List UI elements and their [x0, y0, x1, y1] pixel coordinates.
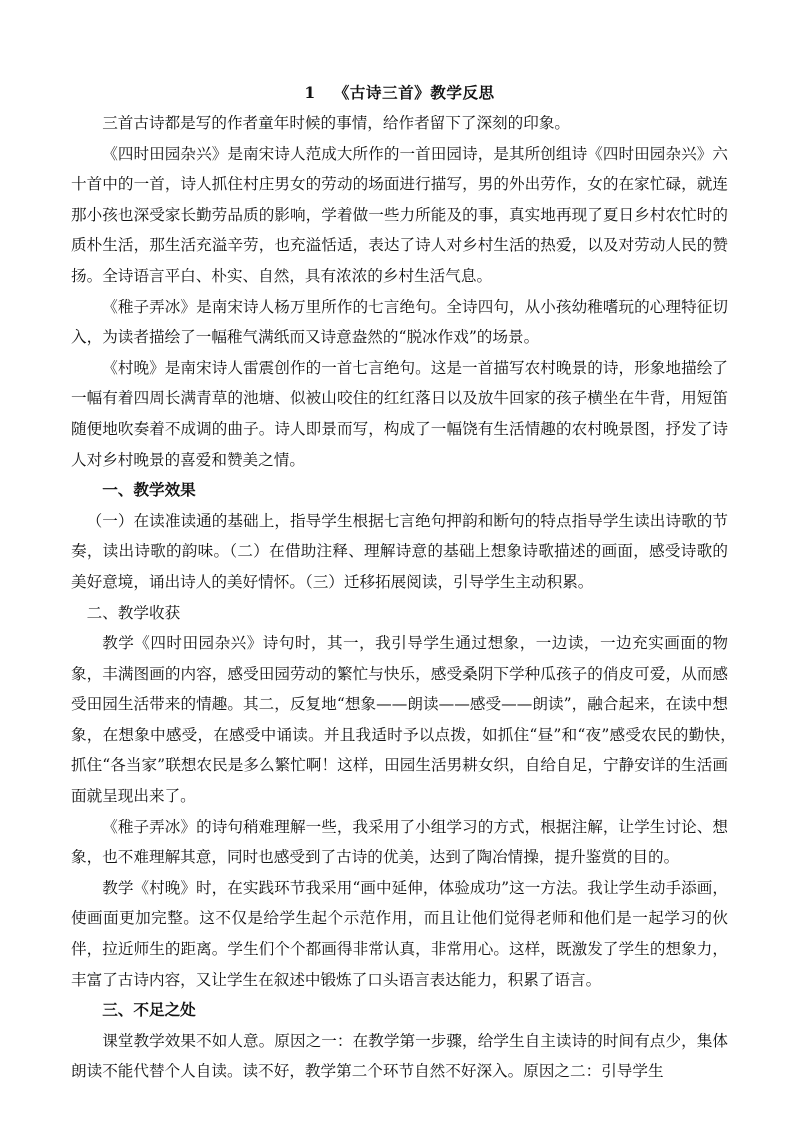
gain-paragraph-1: 教学《四时田园杂兴》诗句时，其一，我引导学生通过想象，一边读，一边充实画面的物象，丰满图画的内容，感受田园劳动的繁忙与快乐，感受桑阴下学种瓜孩子的俏皮可爱，从而感受田园生活带来的情趣。其二，反复地“想象——朗读——感受——朗读”，融合起来，在读中想象，在想象中感受，在感受中诵读。并且我适时予以点拨，如抓住“昼”和“夜”感受农民的勤快， 抓住“各当家”联想农民是多么繁忙啊！这样，田园生活男耕女织，自给自足，宁静安详的生活画面就呈现出来了。	[71, 634, 744, 806]
zhizi-paragraph: 《稚子弄冰》是南宋诗人杨万里所作的七言绝句。全诗四句，从小孩幼稚嗜玩的心理特征切入，为读者描绘了一幅稚气满纸而又诗意盎然的“脱冰作戏”的场景。	[71, 297, 728, 347]
section-heading-shortcoming: 三、不足之处	[102, 1000, 196, 1020]
shortcoming-paragraph: 课堂教学效果不如人意。原因之一：在教学第一步骤，给学生自主读诗的时间有点少，集体朗读不能代替个人自读。读不好，教学第二个环节自然不好深入。原因之二：引导学生	[71, 1031, 728, 1081]
sishi-paragraph: 《四时田园杂兴》是南宋诗人范成大所作的一首田园诗，是其所创组诗《四时田园杂兴》六十首中的一首，诗人抓住村庄男女的劳动的场面进行描写，男的外出劳作，女的在家忙碌，就连那小孩也深受家长勤劳品质的影响，学着做一些力所能及的事，真实地再现了夏日乡村农忙时的质朴生活，那生活充溢辛劳，也充溢恬适，表达了诗人对乡村生活的热爱，以及对劳动人民的赞扬。全诗语言平白、朴实、自然，具有浓浓的乡村生活气息。	[71, 144, 728, 285]
title-text: 《古诗三首》教学反思	[333, 83, 495, 102]
section-heading-gain: 二、教学收获	[86, 603, 181, 622]
gain-paragraph-2: 《稚子弄冰》的诗句稍难理解一些，我采用了小组学习的方式，根据注解，让学生讨论、想象，也不难理解其意，同时也感受到了古诗的优美，达到了陶冶情操，提升鉴赏的目的。	[71, 817, 728, 867]
section-heading-effect: 一、教学效果	[102, 480, 196, 500]
gain-paragraph-3: 教学《村晚》时，在实践环节我采用“画中延伸，体验成功”这一方法。我让学生动手添画，使画面更加完整。这不仅是给学生起个示范作用，而且让他们觉得老师和他们是一起学习的伙伴，拉近师生的距离。学生们个个都画得非常认真，非常用心。这样，既激发了学生的想象力，丰富了古诗内容，又让学生在叙述中锻炼了口头语言表达能力，积累了语言。	[71, 878, 728, 989]
effect-paragraph: （一）在读准读通的基础上，指导学生根据七言绝句押韵和断句的特点指导学生读出诗歌的节奏，读出诗歌的韵味。（二）在借助注释、理解诗意的基础上想象诗歌描述的画面，感受诗歌的美好意境，诵出诗人的美好情怀。（三）迁移拓展阅读，引导学生主动积累。	[71, 511, 728, 591]
cunwan-paragraph: 《村晚》是南宋诗人雷震创作的一首七言绝句。这是一首描写农村晚景的诗，形象地描绘了一幅有着四周长满青草的池塘、似被山咬住的红红落日以及放牛回家的孩子横坐在牛背，用短笛随便地吹奏着不成调的曲子。诗人即景而写，构成了一幅饶有生活情趣的农村晚景图，抒发了诗人对乡村晚景的喜爱和赞美之情。	[71, 358, 728, 469]
title-number: 1	[304, 83, 316, 102]
intro-paragraph: 三首古诗都是写的作者童年时候的事情，给作者留下了深刻的印象。	[102, 114, 571, 132]
page-title	[71, 78, 728, 108]
